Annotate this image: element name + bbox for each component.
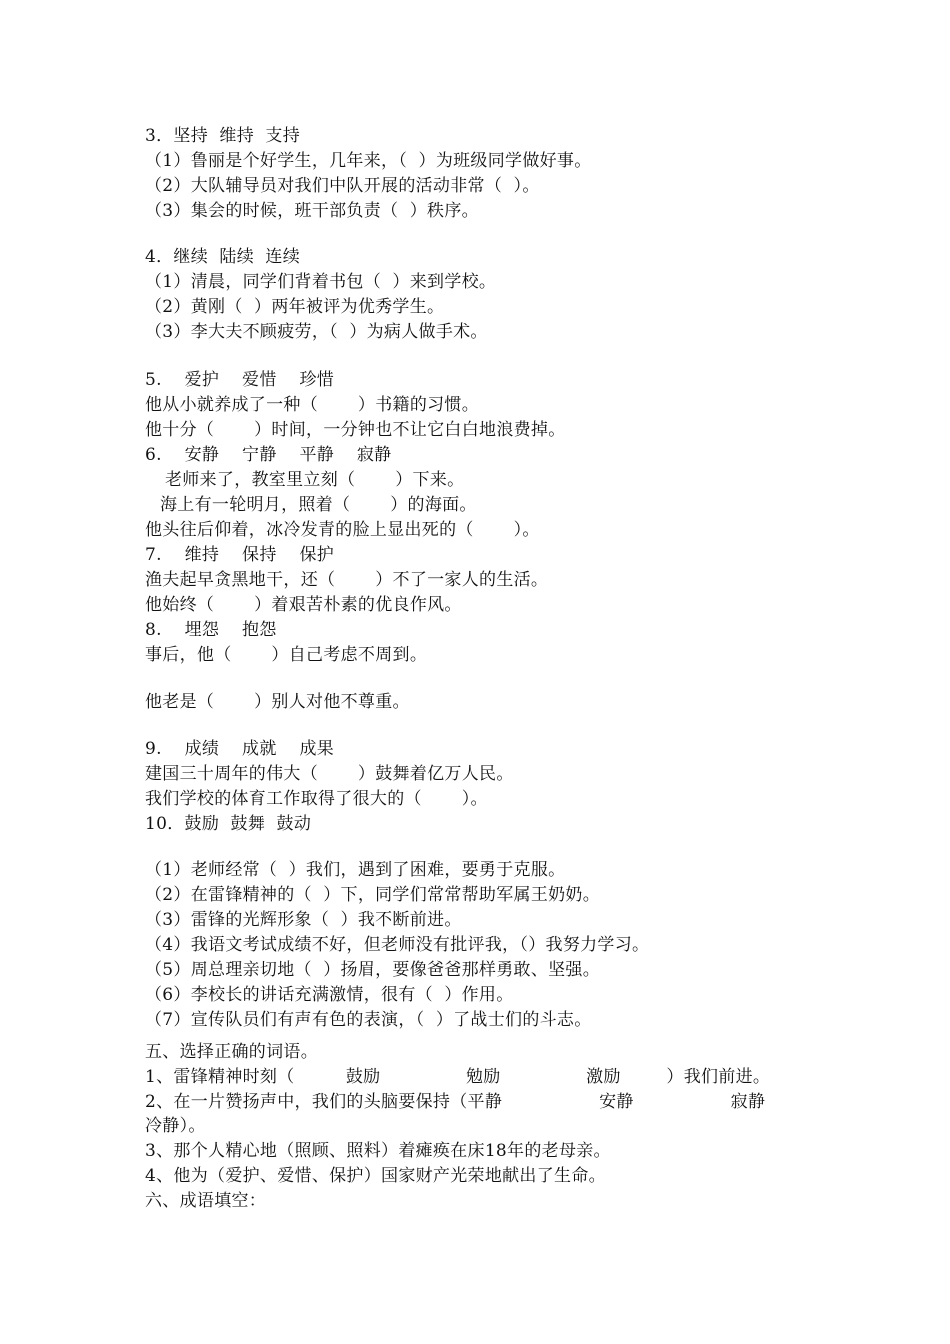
sentence-6-1: 老师来了，教室里立刻（ ）下来。 — [165, 470, 465, 490]
section-5-heading: 五、选择正确的词语。 — [145, 1042, 318, 1062]
sentence-10-7: （7）宣传队员们有声有色的表演，（ ）了战士们的斗志。 — [145, 1010, 592, 1030]
sentence-4-3: （3）李大夫不顾疲劳，（ ）为病人做手术。 — [145, 322, 488, 342]
heading-4-words: 4．继续 陆续 连续 — [145, 247, 301, 267]
sentence-4-1: （1）清晨，同学们背着书包（ ）来到学校。 — [145, 272, 497, 292]
sentence-8-1: 事后，他（ ）自己考虑不周到。 — [145, 645, 428, 665]
sentence-3-3: （3）集会的时候，班干部负责（ ）秩序。 — [145, 201, 479, 221]
sentence-9-2: 我们学校的体育工作取得了很大的（ ）。 — [145, 789, 488, 809]
sentence-7-1: 渔夫起早贪黑地干，还（ ）不了一家人的生活。 — [145, 570, 549, 590]
sentence-10-3: （3）雷锋的光辉形象（ ）我不断前进。 — [145, 910, 462, 930]
sentence-8-2: 他老是（ ）别人对他不尊重。 — [145, 692, 410, 712]
heading-7-words: 7. 维持 保持 保护 — [145, 545, 335, 565]
heading-8-words: 8. 埋怨 抱怨 — [145, 620, 277, 640]
sentence-10-5: （5）周总理亲切地（ ）扬眉，要像爸爸那样勇敢、坚强。 — [145, 960, 601, 980]
sentence-3-2: （2）大队辅导员对我们中队开展的活动非常（ ）。 — [145, 176, 540, 196]
sentence-10-2: （2）在雷锋精神的（ ）下，同学们常常帮助军属王奶奶。 — [145, 885, 601, 905]
sentence-6-2: 海上有一轮明月，照着（ ）的海面。 — [160, 495, 477, 515]
choice-4: 4、他为（爱护、爱惜、保护）国家财产光荣地献出了生命。 — [145, 1166, 606, 1186]
heading-6-words: 6. 安静 宁静 平静 寂静 — [145, 445, 392, 465]
heading-10-words: 10．鼓励 鼓舞 鼓动 — [145, 814, 312, 834]
choice-3: 3、那个人精心地（照顾、照料）着瘫痪在床18年的老母亲。 — [145, 1141, 611, 1161]
sentence-5-2: 他十分（ ）时间，一分钟也不让它白白地浪费掉。 — [145, 420, 566, 440]
section-6-heading: 六、成语填空： — [145, 1191, 267, 1211]
heading-5-words: 5. 爱护 爱惜 珍惜 — [145, 370, 335, 390]
sentence-7-2: 他始终（ ）着艰苦朴素的优良作风。 — [145, 595, 462, 615]
choice-2-cont: 冷静）。 — [145, 1116, 206, 1136]
sentence-4-2: （2）黄刚（ ）两年被评为优秀学生。 — [145, 297, 445, 317]
sentence-5-1: 他从小就养成了一种（ ）书籍的习惯。 — [145, 395, 480, 415]
sentence-3-1: （1）鲁丽是个好学生，几年来，（ ）为班级同学做好事。 — [145, 151, 592, 171]
choice-2: 2、在一片赞扬声中，我们的头脑要保持（平静 安静 寂静 — [145, 1092, 766, 1112]
sentence-9-1: 建国三十周年的伟大（ ）鼓舞着亿万人民。 — [145, 764, 514, 784]
sentence-10-1: （1）老师经常（ ）我们，遇到了困难，要勇于克服。 — [145, 860, 566, 880]
sentence-10-4: （4）我语文考试成绩不好，但老师没有批评我，（）我努力学习。 — [145, 935, 650, 955]
sentence-10-6: （6）李校长的讲话充满激情，很有（ ）作用。 — [145, 985, 514, 1005]
sentence-6-3: 他头往后仰着，冰冷发青的脸上显出死的（ ）。 — [145, 520, 540, 540]
heading-3-words: 3．坚持 维持 支持 — [145, 126, 301, 146]
heading-9-words: 9. 成绩 成就 成果 — [145, 739, 335, 759]
choice-1: 1、雷锋精神时刻（ 鼓励 勉励 激励 ）我们前进。 — [145, 1067, 771, 1087]
